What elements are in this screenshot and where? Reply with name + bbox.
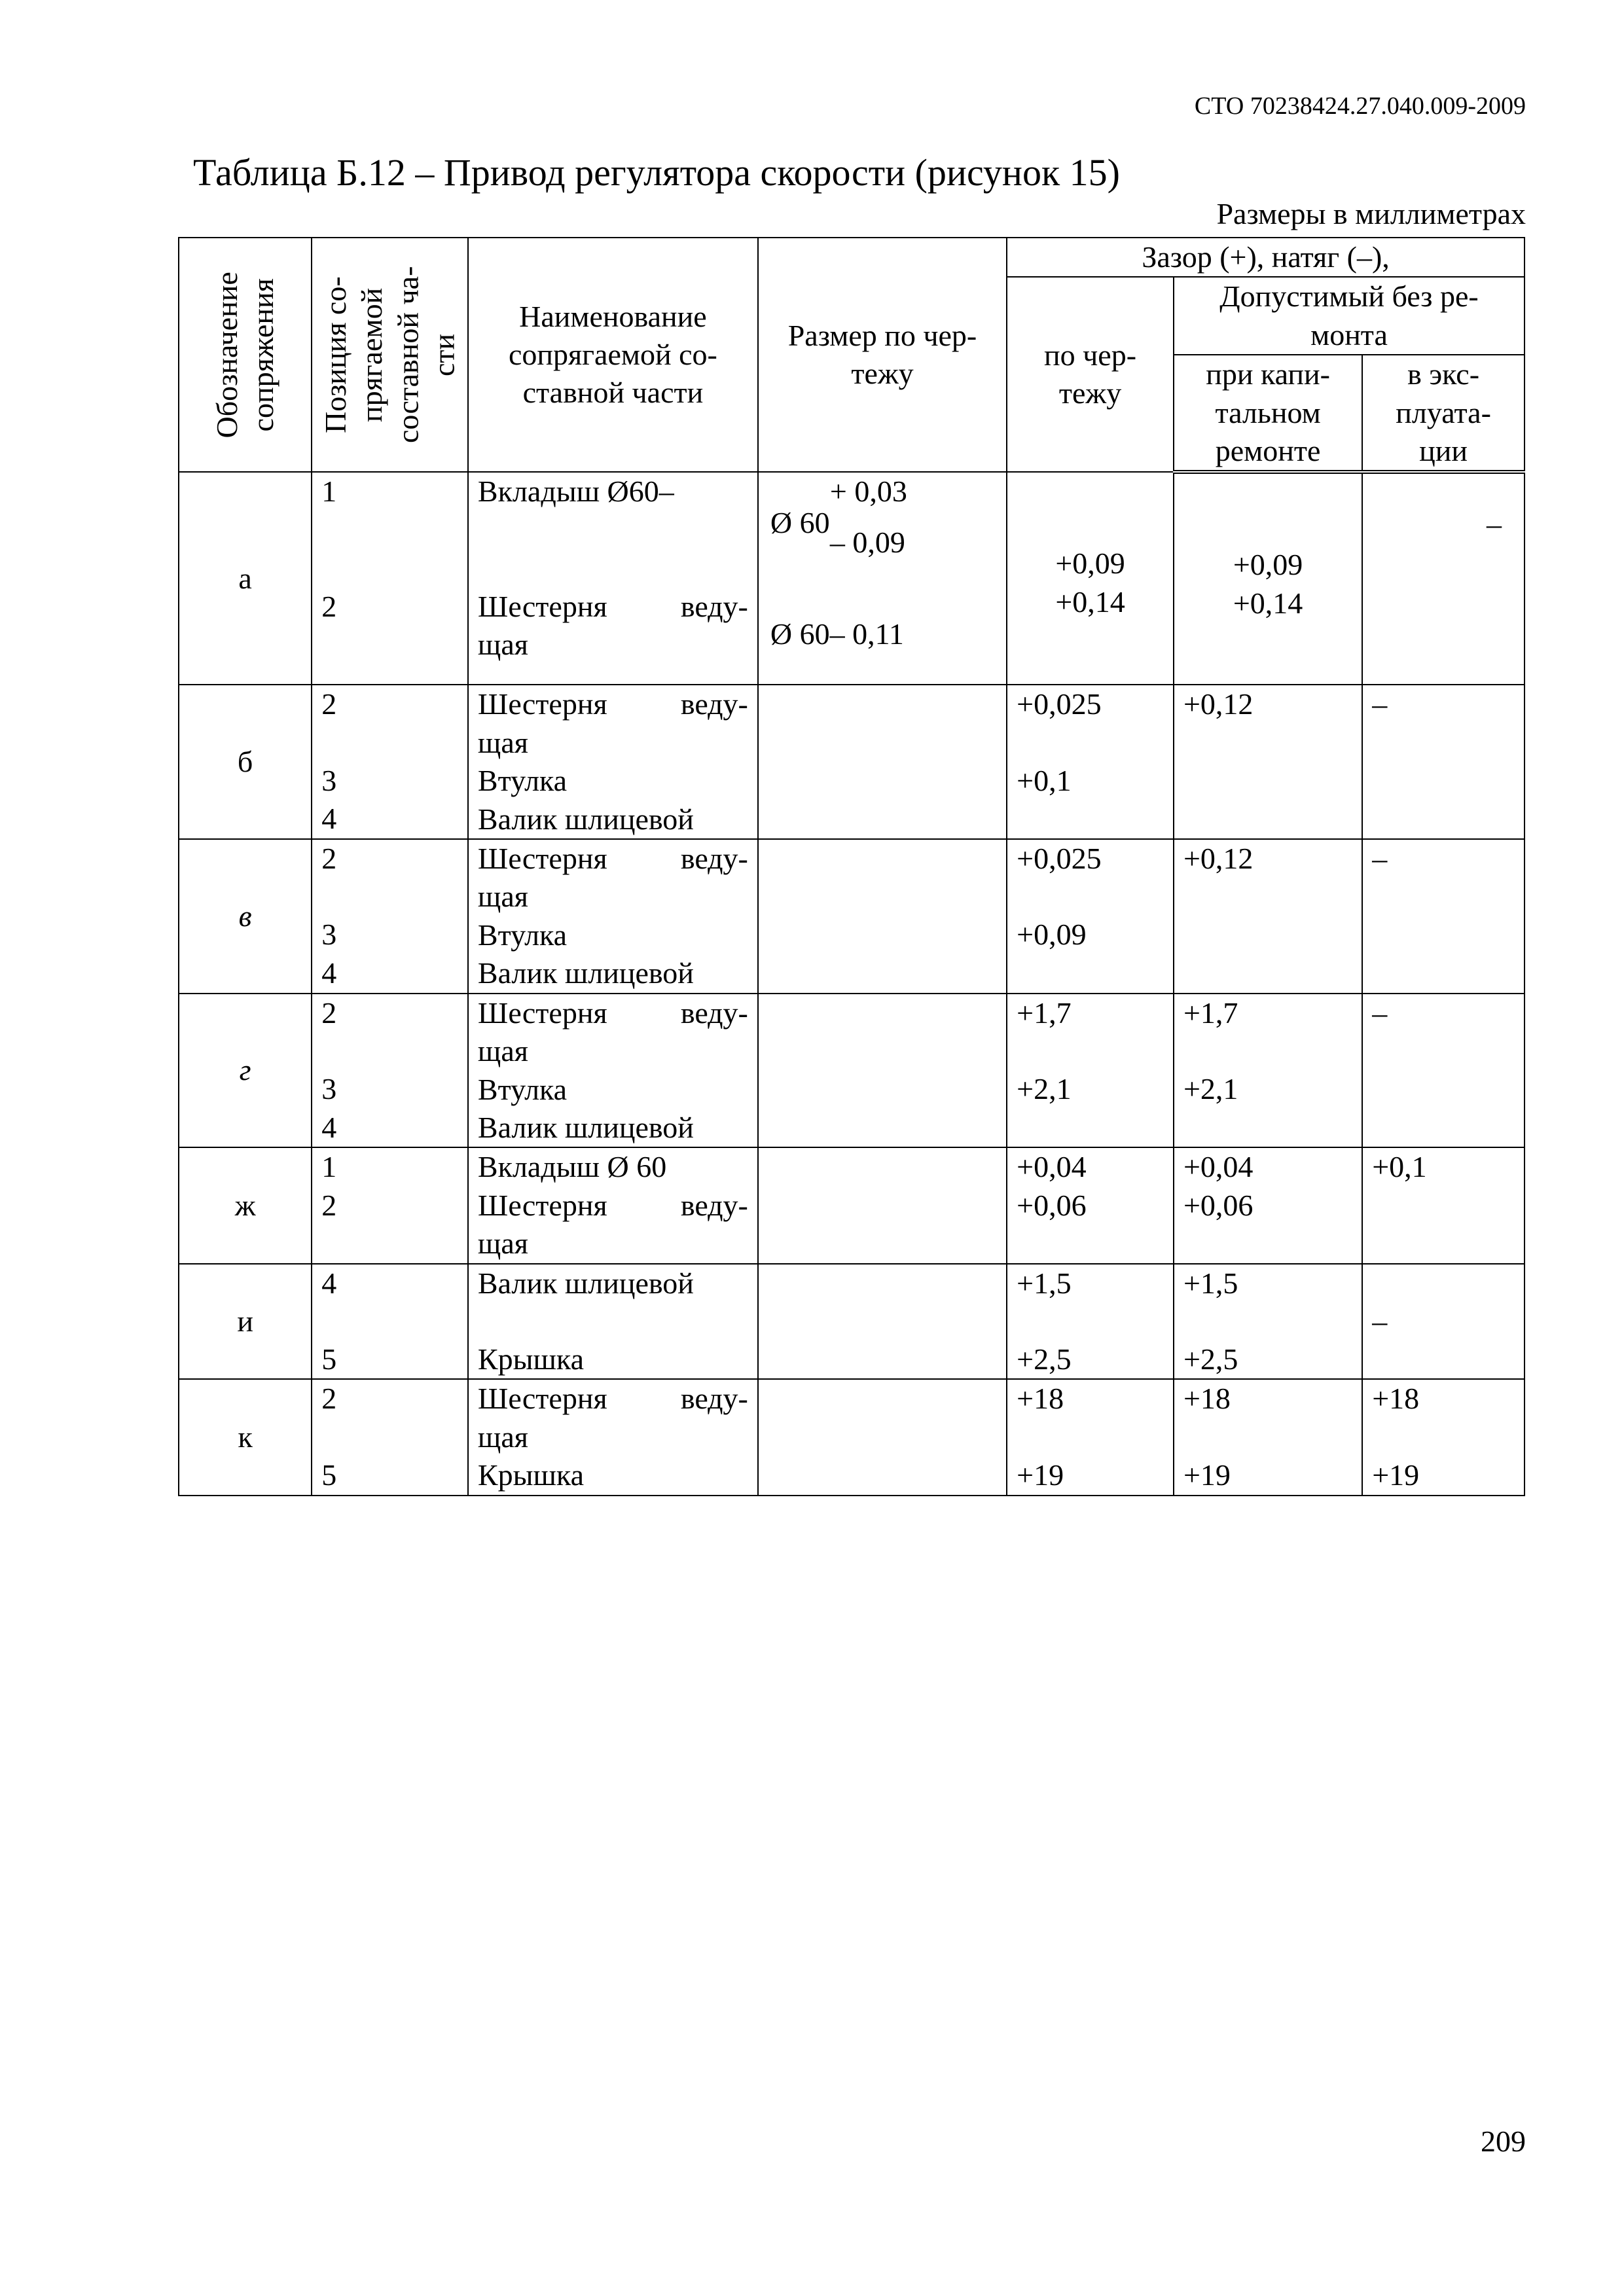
designation-cell: г bbox=[179, 994, 312, 1148]
gap-by-drawing-cell: +18 +19 bbox=[1007, 1379, 1174, 1495]
designation-cell: ж bbox=[179, 1147, 312, 1263]
drawing-size-cell: + 0,03 Ø 60 – 0,09 Ø 60– 0,11 bbox=[758, 472, 1007, 685]
overhaul-cell: +1,7 +2,1 bbox=[1174, 994, 1362, 1148]
designation-cell: и bbox=[179, 1264, 312, 1380]
units-note: Размеры в миллиметрах bbox=[1216, 197, 1526, 230]
designation-cell: а bbox=[179, 472, 312, 685]
designation-cell: б bbox=[179, 685, 312, 839]
operation-cell: – bbox=[1362, 994, 1525, 1148]
overhaul-cell: +0,04 +0,06 bbox=[1174, 1147, 1362, 1263]
col-header-by-drawing: по чер-тежу bbox=[1007, 277, 1174, 472]
gap-by-drawing-cell: +1,7 +2,1 bbox=[1007, 994, 1174, 1148]
position-cell: 2 3 4 bbox=[312, 839, 468, 994]
overhaul-cell: +0,09 +0,14 bbox=[1174, 472, 1362, 685]
operation-cell: +18 +19 bbox=[1362, 1379, 1525, 1495]
position-cell: 2 5 bbox=[312, 1379, 468, 1495]
drawing-size-cell bbox=[758, 994, 1007, 1148]
col-header-allowed-group: Допустимый без ре-монта bbox=[1174, 277, 1525, 355]
position-cell: 1 2 bbox=[312, 1147, 468, 1263]
operation-cell: – bbox=[1362, 472, 1525, 685]
position-cell: 2 3 4 bbox=[312, 685, 468, 839]
drawing-size-cell bbox=[758, 839, 1007, 994]
designation-cell: в bbox=[179, 839, 312, 994]
drawing-size-cell bbox=[758, 1147, 1007, 1263]
col-header-overhaul: при капи-тальном ремонте bbox=[1174, 355, 1362, 472]
col-header-designation: Обозначение сопряжения bbox=[179, 238, 312, 472]
part-name-cell: Валик шлицевой Крышка bbox=[468, 1264, 758, 1380]
table-row bbox=[179, 1264, 1525, 1380]
col-header-position: Позиция со-прягаемой составной ча-сти bbox=[312, 238, 468, 472]
overhaul-cell: +0,12 bbox=[1174, 685, 1362, 839]
drawing-size-cell bbox=[758, 685, 1007, 839]
part-name-cell: Шестерня веду- щая Втулка Валик шлицевой bbox=[468, 839, 758, 994]
gap-by-drawing-cell: +0,04 +0,06 bbox=[1007, 1147, 1174, 1263]
part-name-cell: Шестерня веду- щая Втулка Валик шлицевой bbox=[468, 994, 758, 1148]
table-row bbox=[179, 685, 1525, 839]
col-header-gap-group: Зазор (+), натяг (–), bbox=[1007, 238, 1525, 277]
operation-cell: – bbox=[1362, 1264, 1525, 1380]
table-row bbox=[179, 839, 1525, 994]
page-number: 209 bbox=[1481, 2125, 1526, 2158]
position-cell: 2 3 4 bbox=[312, 994, 468, 1148]
overhaul-cell: +0,12 bbox=[1174, 839, 1362, 994]
operation-cell: +0,1 bbox=[1362, 1147, 1525, 1263]
col-header-operation: в экс-плуата-ции bbox=[1362, 355, 1525, 472]
col-header-part-name: Наименование сопрягаемой со-ставной части bbox=[468, 238, 758, 472]
part-name-cell: Шестерня веду- щая Крышка bbox=[468, 1379, 758, 1495]
part-name-cell: Шестерня веду- щая Втулка Валик шлицевой bbox=[468, 685, 758, 839]
document-code: СТО 70238424.27.040.009-2009 bbox=[1194, 92, 1526, 120]
drawing-size-cell bbox=[758, 1379, 1007, 1495]
part-name-cell: Вкладыш Ø60– Шестерня веду- щая bbox=[468, 472, 758, 685]
table-title: Таблица Б.12 – Привод регулятора скорости (рисунок 15) bbox=[193, 151, 1120, 194]
gap-by-drawing-cell: +0,025 +0,09 bbox=[1007, 839, 1174, 994]
designation-cell: к bbox=[179, 1379, 312, 1495]
overhaul-cell: +1,5 +2,5 bbox=[1174, 1264, 1362, 1380]
gap-by-drawing-cell: +0,09 +0,14 bbox=[1007, 472, 1174, 685]
table-row bbox=[179, 472, 1525, 685]
table-row bbox=[179, 1379, 1525, 1495]
operation-cell: – bbox=[1362, 839, 1525, 994]
gap-by-drawing-cell: +1,5 +2,5 bbox=[1007, 1264, 1174, 1380]
col-header-drawing-size: Размер по чер-тежу bbox=[758, 238, 1007, 472]
overhaul-cell: +18 +19 bbox=[1174, 1379, 1362, 1495]
position-cell: 1 2 bbox=[312, 472, 468, 685]
table-row bbox=[179, 994, 1525, 1148]
drawing-size-cell bbox=[758, 1264, 1007, 1380]
operation-cell: – bbox=[1362, 685, 1525, 839]
spec-table bbox=[178, 237, 1525, 1496]
position-cell: 4 5 bbox=[312, 1264, 468, 1380]
table-row bbox=[179, 1147, 1525, 1263]
part-name-cell: Вкладыш Ø 60 Шестерня веду- щая bbox=[468, 1147, 758, 1263]
gap-by-drawing-cell: +0,025 +0,1 bbox=[1007, 685, 1174, 839]
